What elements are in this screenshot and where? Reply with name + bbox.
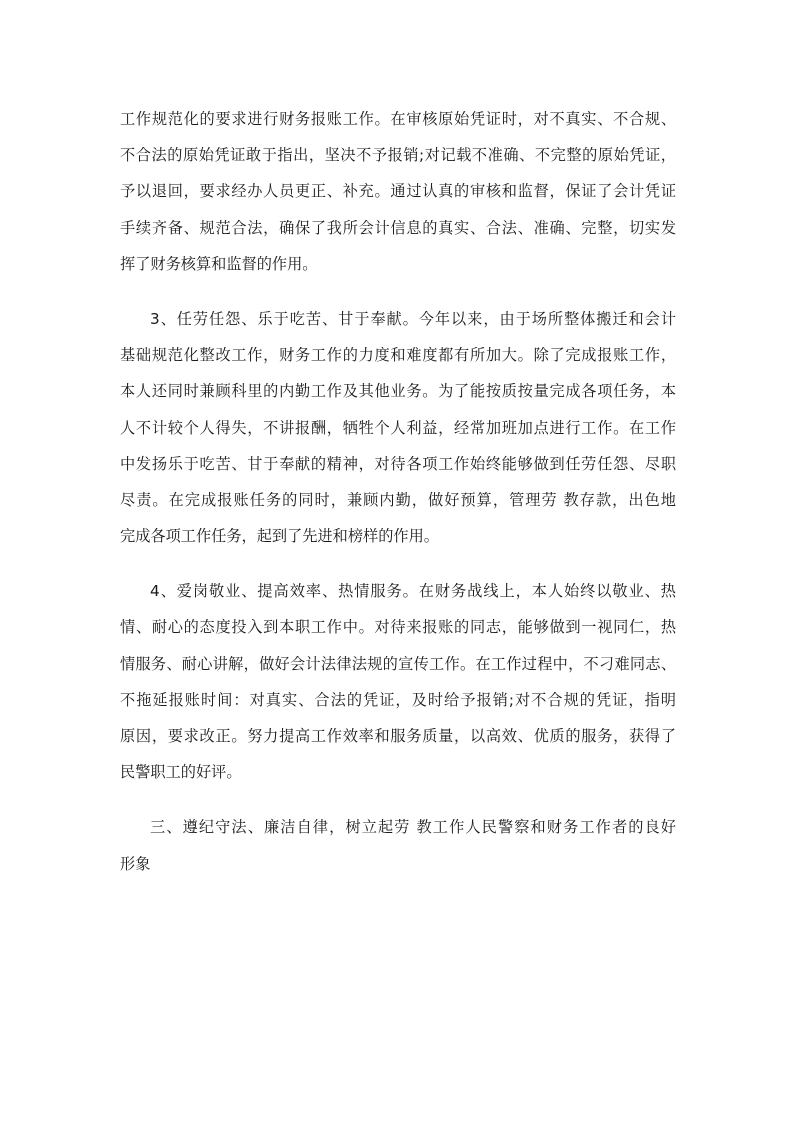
text-line: 人不计较个人得失，不讲报酬，牺牲个人利益，经常加班加点进行工作。在工作: [120, 418, 676, 437]
paragraph-spacer: [120, 282, 676, 301]
paragraph-p2: [120, 301, 676, 554]
document-body: [120, 101, 676, 882]
text-line: 情、耐心的态度投入到本职工作中。对待来报账的同志，能够做到一视同仁，热: [120, 618, 676, 637]
paragraph-p3: [120, 573, 676, 790]
text-line: 尽责。在完成报账任务的同时，兼顾内勤，做好预算，管理劳 教存款，出色地: [120, 490, 676, 509]
text-line: 4、爱岗敬业、提高效率、热情服务。在财务战线上，本人始终以敬业、热: [150, 582, 676, 601]
section-heading-line: 三、遵纪守法、廉洁自律，树立起劳 教工作人民警察和财务工作者的良好: [150, 818, 676, 837]
text-line: 情服务、耐心讲解，做好会计法律法规的宣传工作。在工作过程中，不刁难同志、: [120, 654, 676, 673]
text-line: 不拖延报账时间：对真实、合法的凭证，及时给予报销;对不合规的凭证，指明: [120, 690, 676, 709]
text-line: 完成各项工作任务，起到了先进和榜样的作用。: [120, 527, 439, 546]
text-line: 工作规范化的要求进行财务报账工作。在审核原始凭证时，对不真实、不合规、: [120, 110, 676, 128]
text-line: 挥了财务核算和监督的作用。: [120, 254, 318, 273]
text-line: 3、任劳任怨、乐于吃苦、甘于奉献。今年以来，由于场所整体搬迁和会计: [150, 309, 676, 328]
text-line: 民警职工的好评。: [120, 763, 242, 782]
paragraph-p4: [120, 809, 676, 881]
text-line: 原因，要求改正。努力提高工作效率和服务质量，以高效、优质的服务，获得了: [120, 727, 676, 745]
text-line: 手续齐备、规范合法，确保了我所会计信息的真实、合法、准确、完整，切实发: [120, 218, 676, 237]
text-line: 基础规范化整改工作，财务工作的力度和难度都有所加大。除了完成报账工作，: [120, 346, 676, 365]
paragraph-spacer: [120, 554, 676, 573]
text-line: 予以退回，要求经办人员更正、补充。通过认真的审核和监督，保证了会计凭证: [120, 182, 676, 201]
text-line: 本人还同时兼顾科里的内勤工作及其他业务。为了能按质按量完成各项任务，本: [120, 382, 676, 401]
paragraph-p1: [120, 101, 676, 282]
text-line: 不合法的原始凭证敢于指出，坚决不予报销;对记载不准确、不完整的原始凭证，: [120, 146, 676, 165]
section-heading-line: 形象: [120, 854, 151, 873]
text-line: 中发扬乐于吃苦、甘于奉献的精神，对待各项工作始终能够做到任劳任怨、尽职: [120, 454, 676, 473]
paragraph-spacer: [120, 790, 676, 809]
